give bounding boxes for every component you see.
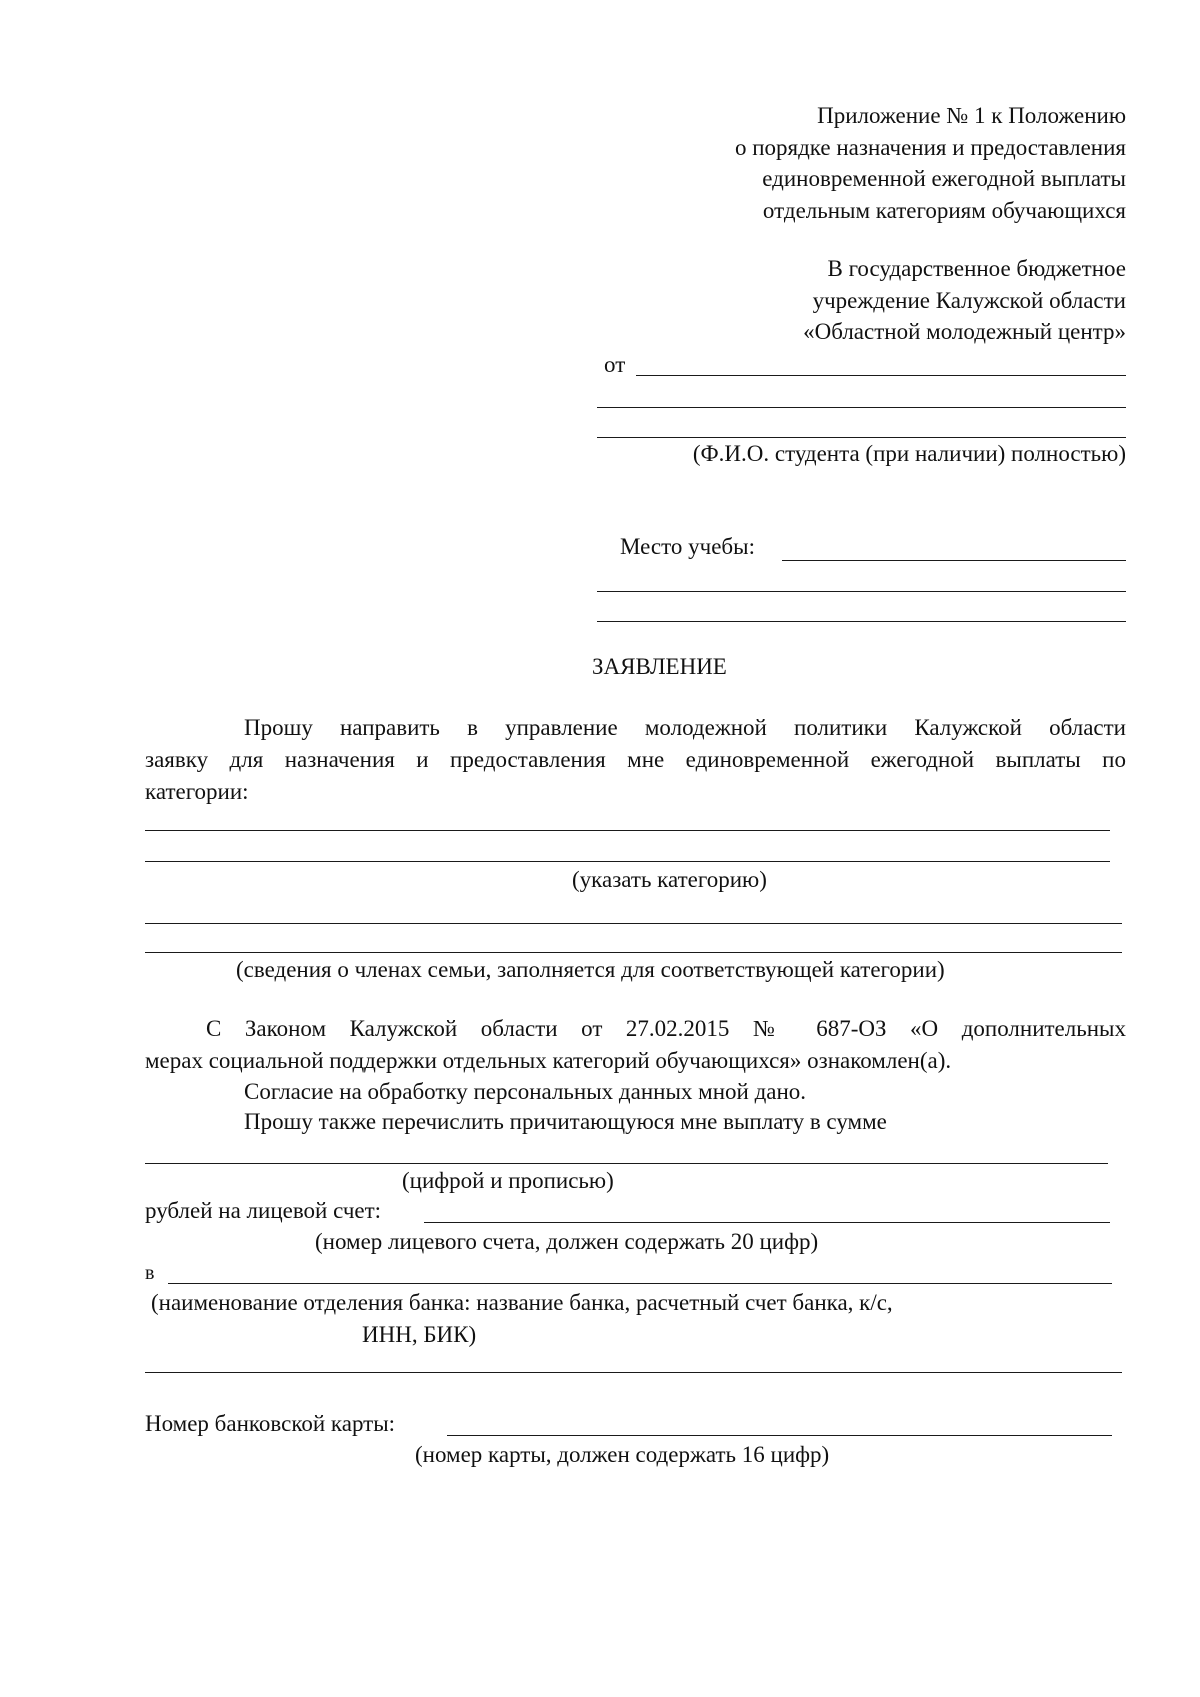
addressee-line-1: В государственное бюджетное — [827, 256, 1126, 281]
request-line-1: Прошу направить в управление молодежной политики Калужской области — [244, 715, 1126, 740]
appendix-line-3: единовременной ежегодной выплаты — [762, 166, 1126, 191]
amount-hint: (цифрой и прописью) — [402, 1168, 614, 1193]
appendix-line-2: о порядке назначения и предоставления — [734, 135, 1126, 160]
request-line-2: заявку для назначения и предоставления мне единовременной ежегодной выплаты по — [145, 747, 1126, 772]
addressee-line-2: учреждение Калужской области — [812, 288, 1126, 313]
payment-request-text: Прошу также перечислить причитающуюся мне выплату в сумме — [244, 1109, 887, 1134]
bank-hint-line-1: (наименование отделения банка: название банка, расчетный счет банка, к/с, — [151, 1290, 893, 1315]
fio-hint: (Ф.И.О. студента (при наличии) полностью) — [692, 441, 1126, 466]
appendix-line-4: отдельным категориям обучающихся — [762, 198, 1126, 223]
account-label: рублей на лицевой счет: — [145, 1198, 382, 1223]
appendix-line-1: Приложение № 1 к Положению — [817, 103, 1126, 128]
from-label: от — [604, 352, 626, 377]
law-line-1: С Законом Калужской области от 27.02.2015 № 687-ОЗ «О дополнительных — [206, 1016, 1126, 1041]
card-hint: (номер карты, должен содержать 16 цифр) — [415, 1442, 830, 1467]
bank-line-2[interactable] — [145, 1372, 1122, 1373]
fio-line-3[interactable] — [597, 437, 1126, 438]
study-place-line-2[interactable] — [597, 591, 1126, 592]
family-hint: (сведения о членах семьи, заполняется для соответствующей категории) — [236, 957, 945, 982]
bank-line-1[interactable] — [168, 1283, 1112, 1284]
law-line-2: мерах социальной поддержки отдельных категорий обучающихся» ознакомлен(а). — [145, 1048, 952, 1073]
study-place-label: Место учебы: — [620, 534, 755, 559]
card-label: Номер банковской карты: — [145, 1411, 396, 1436]
bank-prefix: в — [145, 1262, 155, 1284]
account-line[interactable] — [424, 1222, 1110, 1223]
category-line-2[interactable] — [145, 861, 1110, 862]
family-line-2[interactable] — [145, 952, 1122, 953]
fio-line-2[interactable] — [597, 407, 1126, 408]
family-line-1[interactable] — [145, 923, 1122, 924]
request-line-3: категории: — [145, 779, 249, 804]
card-number-line[interactable] — [447, 1435, 1112, 1436]
study-place-line-1[interactable] — [782, 560, 1126, 561]
addressee-line-3: «Областной молодежный центр» — [803, 319, 1126, 344]
document-title: ЗАЯВЛЕНИЕ — [592, 654, 727, 679]
bank-hint-line-2: ИНН, БИК) — [362, 1322, 477, 1347]
category-line-1[interactable] — [145, 830, 1110, 831]
category-hint: (указать категорию) — [572, 867, 767, 892]
fio-line-1[interactable] — [636, 375, 1126, 376]
study-place-line-3[interactable] — [597, 621, 1126, 622]
account-hint: (номер лицевого счета, должен содержать 20 цифр) — [315, 1229, 819, 1254]
amount-line[interactable] — [145, 1163, 1108, 1164]
consent-text: Согласие на обработку персональных данных мной дано. — [244, 1079, 807, 1104]
